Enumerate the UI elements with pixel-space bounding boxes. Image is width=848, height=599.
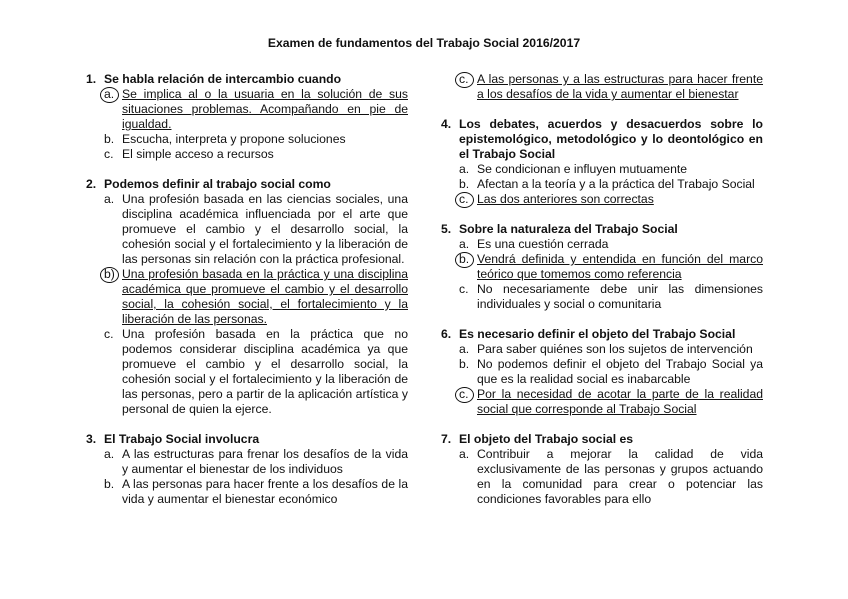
selected-answer-letter: c.: [459, 72, 477, 102]
answer-text: Para saber quiénes son los sujetos de intervención: [477, 342, 753, 356]
answer-option: [459, 162, 763, 177]
question-title: [86, 432, 408, 447]
answer-text: Escucha, interpreta y propone soluciones: [122, 132, 346, 146]
right-column: [441, 72, 763, 522]
answer-letter: b.: [104, 132, 115, 146]
answer-letter: c.: [459, 282, 469, 296]
answer-option: [104, 132, 408, 147]
question-title: [441, 432, 763, 447]
correct-answer-text: Las dos anteriores son correctas: [477, 192, 654, 206]
question-block: [441, 222, 763, 312]
answer-text: Se condicionan e influyen mutuamente: [477, 162, 688, 176]
answer-option: [459, 192, 763, 207]
answer-letter: b.: [459, 177, 470, 191]
answer-letter: a.: [459, 342, 470, 356]
answer-option: [459, 177, 763, 192]
question-text: Sobre la naturaleza del Trabajo Social: [459, 222, 678, 236]
question-block: [86, 177, 408, 417]
answer-option: [104, 87, 408, 132]
selected-answer-letter: a.: [104, 87, 122, 132]
correct-answer-text: Por la necesidad de acotar la parte de la realidad social que corresponde al Trabajo Social: [477, 387, 763, 416]
answer-text: Una profesión basada en la práctica que no podemos considerar disciplina académica ya que promueve el cambio y el desarrollo social, la cohesión social y el fortalecimiento y la liberación de las personas, pero a partir de la aplicación artística y personal de quien la ejerce.: [122, 327, 408, 416]
answer-option: [104, 147, 408, 162]
question-text: Es necesario definir el objeto del Trabajo Social: [459, 327, 736, 341]
answer-text: No necesariamente debe unir las dimensiones individuales y social o comunitaria: [477, 282, 763, 311]
correct-answer-text: Vendrá definida y entendida en función del marco teórico que tomemos como referencia: [477, 252, 763, 281]
answer-option: [104, 447, 408, 477]
answer-letter: a.: [104, 192, 115, 206]
document-title: Examen de fundamentos del Trabajo Social 2016/2017: [267, 36, 581, 50]
question-block: [441, 117, 763, 207]
question-number: 1.: [86, 72, 97, 86]
answer-option: [104, 192, 408, 267]
question-block: [86, 432, 408, 507]
answer-option: [459, 387, 763, 417]
answer-text: Es una cuestión cerrada: [477, 237, 609, 251]
answer-option: [459, 357, 763, 387]
answer-option: [459, 252, 763, 282]
answer-text: A las estructuras para frenar los desafíos de la vida y aumentar el bienestar de los individuos: [122, 447, 408, 476]
left-column: [86, 72, 408, 522]
answer-letter: b.: [104, 477, 115, 491]
correct-answer-text: Se implica al o la usuaria en la solución de sus situaciones problemas. Acompañando en pie de igualdad.: [122, 87, 408, 131]
answer-option: [459, 342, 763, 357]
answer-letter: a.: [459, 447, 470, 461]
question-number: 7.: [441, 432, 452, 446]
question-text: Se habla relación de intercambio cuando: [104, 72, 342, 86]
question-text: Podemos definir al trabajo social como: [104, 177, 331, 191]
answer-letter: c.: [104, 327, 114, 341]
question-number: 3.: [86, 432, 97, 446]
selected-answer-letter: c.: [459, 387, 477, 417]
answer-letter: a.: [459, 237, 470, 251]
question-number: 6.: [441, 327, 452, 341]
question-number: 5.: [441, 222, 452, 236]
answer-text: A las personas para hacer frente a los desafíos de la vida y aumentar el bienestar económico: [122, 477, 408, 506]
answer-option: [459, 447, 763, 507]
question-title: [441, 222, 763, 237]
correct-answer-text: Una profesión basada en la práctica y una disciplina académica que promueve el cambio y el desarrollo social, la cohesión social, el fortalecimiento y la liberación de las personas.: [122, 267, 408, 326]
question-title: [441, 327, 763, 342]
answer-text: Contribuir a mejorar la calidad de vida exclusivamente de las personas y grupos actuando en la comunidad para crear o potenciar las condiciones favorables para ello: [477, 447, 763, 506]
answer-option: [459, 72, 763, 102]
question-text: El Trabajo Social involucra: [104, 432, 260, 446]
question-title: [86, 72, 408, 87]
answer-option: [459, 237, 763, 252]
answer-letter: b.: [459, 357, 470, 371]
answer-letter: a.: [104, 447, 115, 461]
question-block: [441, 327, 763, 417]
question-block: [86, 72, 408, 162]
answer-text: Afectan a la teoría y a la práctica del Trabajo Social: [477, 177, 755, 191]
answer-text: El simple acceso a recursos: [122, 147, 274, 161]
answer-text: Una profesión basada en las ciencias sociales, una disciplina académica influenciada por el arte que promueve el cambio y el desarrollo social, la cohesión social y el fortalecimiento y la liberación de las personas sin relación con la práctica profesional.: [122, 192, 408, 266]
answer-option: [104, 477, 408, 507]
correct-answer-text: A las personas y a las estructuras para hacer frente a los desafíos de la vida y aumentar el bienestar: [477, 72, 763, 101]
selected-answer-letter: b): [104, 267, 122, 327]
answer-letter: a.: [459, 162, 470, 176]
question-block: [441, 72, 763, 102]
selected-answer-letter: b.: [459, 252, 477, 282]
answer-letter: c.: [104, 147, 114, 161]
question-number: 4.: [441, 117, 452, 131]
question-number: 2.: [86, 177, 97, 191]
question-text: Los debates, acuerdos y desacuerdos sobre lo epistemológico, metodológico y lo deontológico en el Trabajo Social: [459, 117, 763, 161]
answer-option: [104, 327, 408, 417]
question-block: [441, 432, 763, 507]
question-text: El objeto del Trabajo social es: [459, 432, 634, 446]
answer-text: No podemos definir el objeto del Trabajo Social ya que es la realidad social es inabarcable: [477, 357, 763, 386]
answer-option: [459, 282, 763, 312]
question-title: [441, 117, 763, 162]
question-title: [86, 177, 408, 192]
selected-answer-letter: c.: [459, 192, 477, 207]
answer-option: [104, 267, 408, 327]
